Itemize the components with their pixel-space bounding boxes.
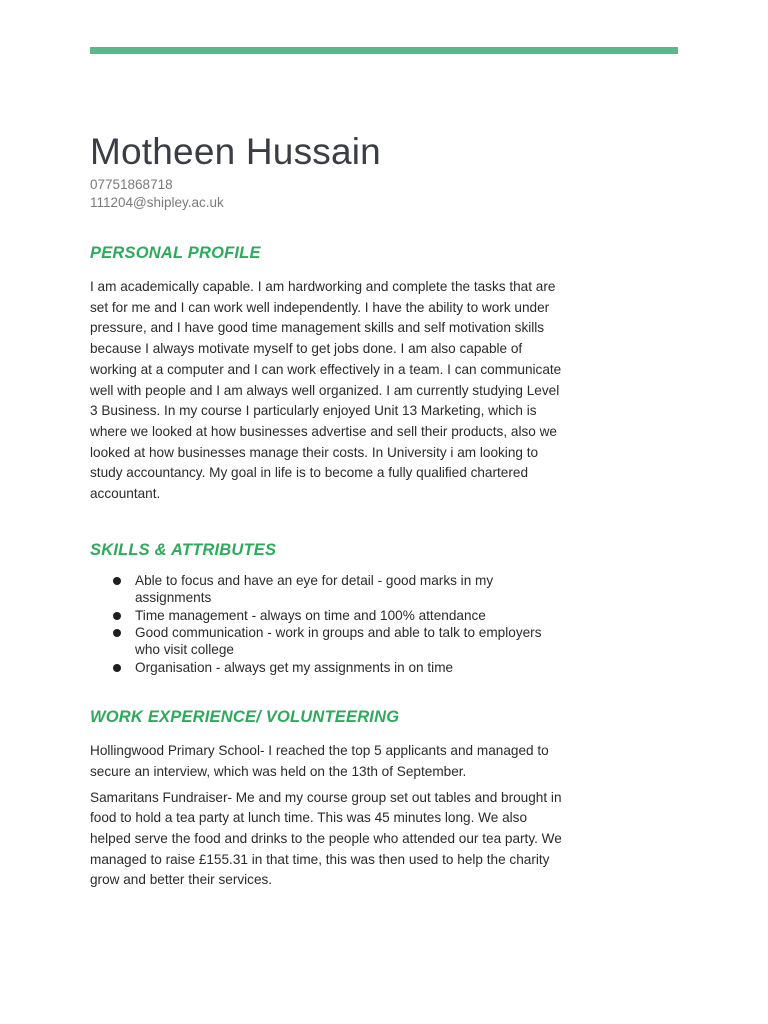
skills-heading: SKILLS & ATTRIBUTES bbox=[90, 540, 277, 559]
skill-text: Organisation - always get my assignments in on time bbox=[135, 659, 454, 675]
phone-number: 07751868718 bbox=[90, 177, 173, 192]
work-entry: Hollingwood Primary School- I reached the top 5 applicants and managed to secure an interview, which was held on the 13th of September. bbox=[90, 743, 549, 779]
work-experience-heading: WORK EXPERIENCE/ VOLUNTEERING bbox=[90, 708, 400, 727]
email-address: 111204@shipley.ac.uk bbox=[90, 195, 224, 210]
personal-profile-heading: PERSONAL PROFILE bbox=[90, 244, 261, 262]
skill-item bbox=[90, 659, 570, 676]
skill-text: Good communication - work in groups and able to talk to employers who visit college bbox=[135, 624, 542, 658]
skill-item bbox=[90, 624, 570, 659]
bullet-icon bbox=[113, 577, 121, 585]
personal-profile-text: I am academically capable. I am hardworking and complete the tasks that are set for me and I can work well independently. I have the ability to work under pressure, and I have good time management skills and self motivation skills because I always motivate myself to get jobs done. I am also capable of working at a computer and I can work effectively in a team. I can communicate well with people and I am always well organized. I am currently studying Level 3 Business. In my course I particularly enjoyed Unit 13 Marketing, which is where we looked at how businesses advertise and sell their products, also we looked at how businesses manage their costs. In University i am looking to study accountancy. My goal in life is to become a fully qualified chartered accountant. bbox=[90, 279, 562, 502]
contact-block bbox=[90, 176, 570, 212]
skills-list bbox=[90, 572, 570, 676]
bullet-icon bbox=[113, 629, 121, 637]
skill-item bbox=[90, 572, 570, 607]
work-entry: Samaritans Fundraiser- Me and my course group set out tables and brought in food to hold a tea party at lunch time. This was 45 minutes long. We also helped serve the food and drinks to the people who attended our tea party. We managed to raise £155.31 in that time, this was then used to help the charity grow and better their services. bbox=[90, 789, 562, 888]
bullet-icon bbox=[113, 612, 121, 620]
bullet-icon bbox=[113, 664, 121, 672]
skill-item bbox=[90, 607, 570, 624]
resume-content bbox=[90, 128, 570, 891]
top-accent-rule bbox=[90, 47, 678, 54]
skill-text: Time management - always on time and 100% attendance bbox=[135, 607, 486, 623]
skill-text: Able to focus and have an eye for detail - good marks in my assignments bbox=[135, 572, 494, 606]
candidate-name: Motheen Hussain bbox=[90, 131, 381, 172]
